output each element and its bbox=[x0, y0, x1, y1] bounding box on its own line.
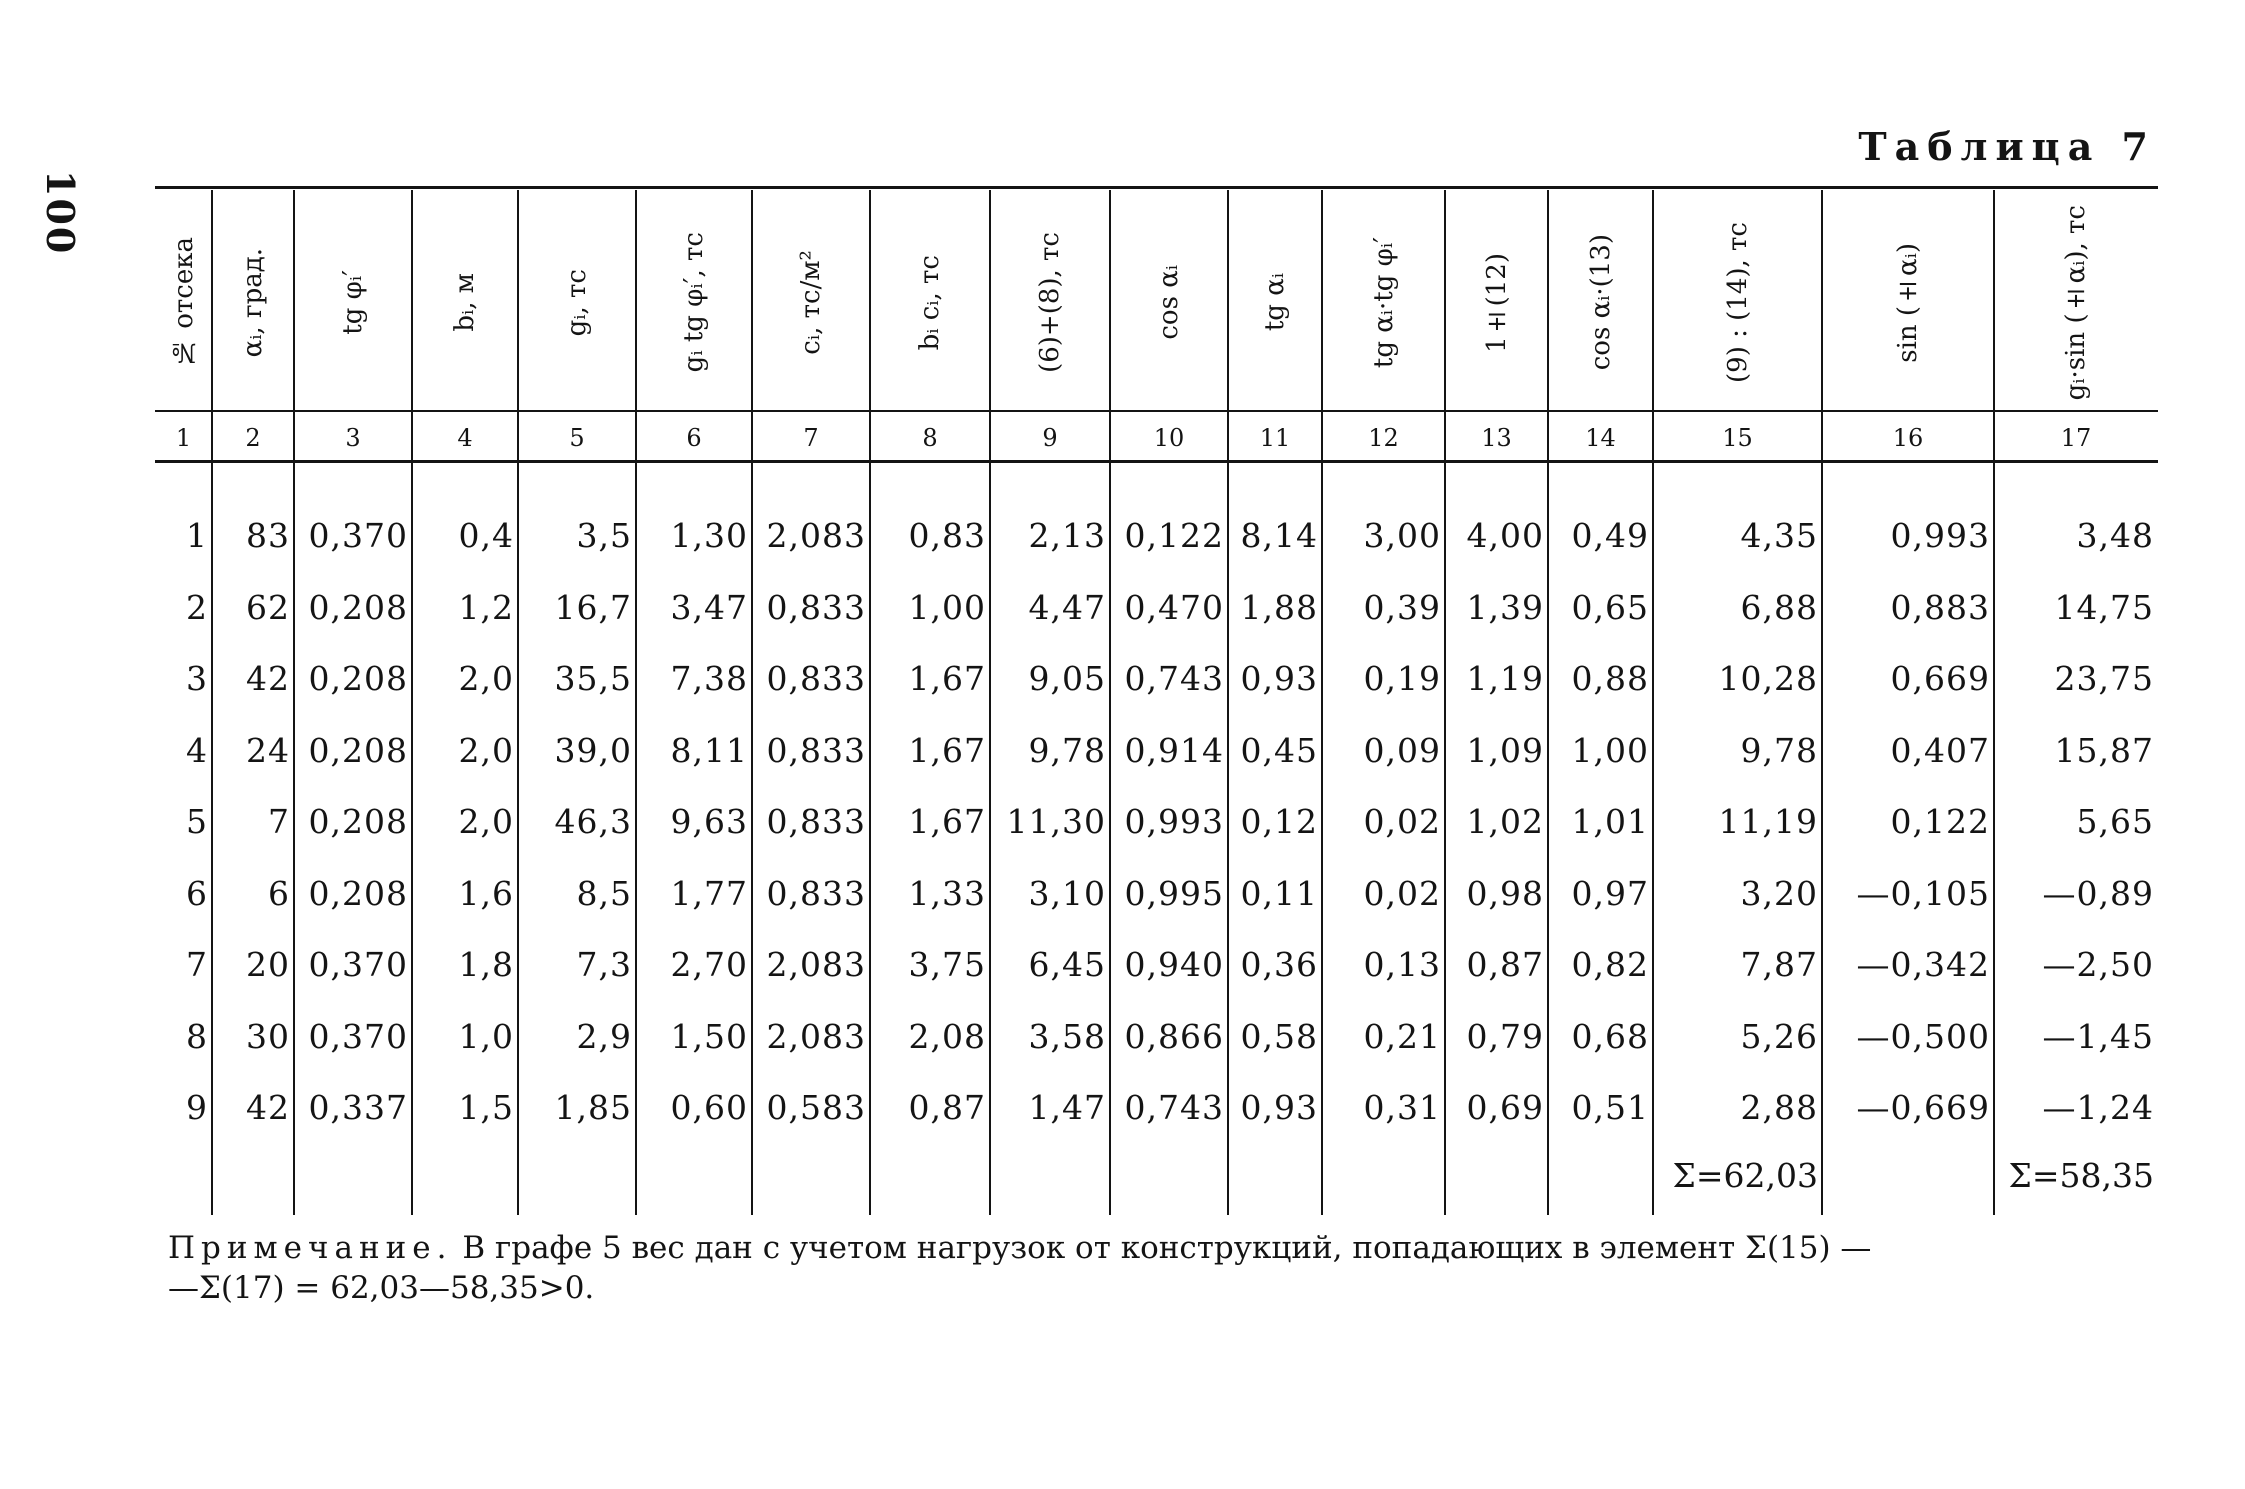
table-cell: 3,00 bbox=[1363, 516, 1441, 555]
table-cell: 14,75 bbox=[2054, 587, 2154, 627]
table-cell: 0,98 bbox=[1466, 873, 1544, 913]
table-cell: 0,13 bbox=[1363, 945, 1441, 984]
table-cell: 0,669 bbox=[1890, 659, 1990, 698]
column-number: 5 bbox=[569, 424, 585, 452]
column-header-text: gᵢ tg φᵢ′, тс bbox=[679, 232, 709, 373]
table-cell: 6 bbox=[268, 873, 290, 913]
table-cell: 0,97 bbox=[1571, 873, 1649, 913]
table-cell: 2,70 bbox=[670, 945, 748, 984]
table-cell: 46,3 bbox=[554, 802, 632, 841]
table-cell: 0,866 bbox=[1124, 1016, 1224, 1056]
table-cell: 0,914 bbox=[1124, 730, 1224, 770]
table-cell: 0,883 bbox=[1890, 587, 1990, 627]
table-cell: 2 bbox=[186, 587, 208, 627]
table-cell: 5,65 bbox=[2076, 802, 2154, 841]
table-cell: 5 bbox=[186, 802, 208, 841]
column-header bbox=[212, 190, 294, 415]
table-cell: 8 bbox=[186, 1016, 208, 1056]
table-cell: 0,995 bbox=[1124, 873, 1224, 913]
table-cell: 1,01 bbox=[1571, 802, 1649, 841]
column-header-text: № отсека bbox=[168, 237, 199, 368]
table-cell: 35,5 bbox=[554, 659, 632, 698]
table-cell: 1,6 bbox=[458, 873, 514, 913]
column-header bbox=[1548, 190, 1653, 415]
table-cell: 1,19 bbox=[1466, 659, 1544, 698]
table-cell: 3,47 bbox=[670, 587, 748, 627]
column-header-text: (6)+(8), тс bbox=[1035, 232, 1065, 373]
column-number: 14 bbox=[1585, 424, 1616, 452]
table-cell: 0,49 bbox=[1571, 516, 1649, 555]
column-header-text: sin (±αᵢ) bbox=[1893, 242, 1923, 363]
table-cell: 39,0 bbox=[554, 730, 632, 770]
table-cell: 2,08 bbox=[908, 1016, 986, 1056]
column-header-text: cᵢ, тс/м² bbox=[796, 250, 826, 355]
column-header bbox=[1822, 190, 1994, 415]
table-cell: 1,67 bbox=[908, 802, 986, 841]
table-cell: 30 bbox=[246, 1016, 290, 1056]
table-cell: 7 bbox=[186, 945, 208, 984]
column-header bbox=[870, 190, 990, 415]
table-cell: 0,208 bbox=[308, 730, 408, 770]
table-cell: 0,02 bbox=[1363, 802, 1441, 841]
column-header-text: (9) : (14), тс bbox=[1722, 222, 1753, 383]
table-cell: 8,5 bbox=[576, 873, 632, 913]
table-cell: 1,47 bbox=[1028, 1088, 1106, 1127]
table-cell: 2,0 bbox=[458, 730, 514, 770]
table-cell: 1,00 bbox=[1571, 730, 1649, 770]
table-cell: 1,77 bbox=[670, 873, 748, 913]
column-number: 9 bbox=[1042, 424, 1058, 452]
column-number: 8 bbox=[922, 424, 938, 452]
column-header bbox=[412, 190, 518, 415]
table-cell: 0,993 bbox=[1890, 516, 1990, 555]
column-header-text: αᵢ, град. bbox=[238, 247, 268, 358]
table-cell: 0,208 bbox=[308, 873, 408, 913]
table-cell: 0,833 bbox=[766, 730, 866, 770]
table-cell: 9,78 bbox=[1740, 730, 1818, 770]
table-cell: 2,88 bbox=[1740, 1088, 1818, 1127]
note-text-continued: —Σ(17) = 62,03—58,35>0. bbox=[168, 1270, 595, 1306]
table-cell: 3,58 bbox=[1028, 1016, 1106, 1056]
table-cell: 0,68 bbox=[1571, 1016, 1649, 1056]
table-cell: —0,500 bbox=[1856, 1016, 1990, 1056]
page-number: 100 bbox=[38, 170, 83, 256]
table-cell: 9 bbox=[186, 1088, 208, 1127]
table-cell: 0,79 bbox=[1466, 1016, 1544, 1056]
table-cell: 1,00 bbox=[908, 587, 986, 627]
table-cell: 8,14 bbox=[1240, 516, 1318, 555]
table-cell: 0,208 bbox=[308, 659, 408, 698]
table-cell: 0,36 bbox=[1240, 945, 1318, 984]
table-cell: 9,63 bbox=[670, 802, 748, 841]
table-top-rule bbox=[155, 186, 2158, 189]
table-cell: 0,83 bbox=[908, 516, 986, 555]
column-number: 12 bbox=[1368, 424, 1399, 452]
column-header-text: tg φᵢ′ bbox=[338, 270, 368, 335]
column-number: 11 bbox=[1259, 424, 1291, 452]
column-number: 2 bbox=[245, 424, 261, 452]
table-cell: —0,105 bbox=[1856, 873, 1990, 913]
table-cell: 0,02 bbox=[1363, 873, 1441, 913]
table-cell: 11,30 bbox=[1006, 802, 1106, 841]
table-cell: 0,88 bbox=[1571, 659, 1649, 698]
table-cell: —0,342 bbox=[1856, 945, 1990, 984]
column-header-text: bᵢ cᵢ, тс bbox=[915, 254, 945, 351]
table-cell: 0,87 bbox=[908, 1088, 986, 1127]
table-cell: —0,89 bbox=[2042, 873, 2154, 913]
table-cell: 1,0 bbox=[458, 1016, 514, 1056]
table-cell: 42 bbox=[246, 1088, 290, 1127]
table-cell: 4,47 bbox=[1028, 587, 1106, 627]
table-cell: 0,370 bbox=[308, 945, 408, 984]
sum-col15: Σ=62,03 bbox=[1672, 1156, 1818, 1195]
column-header bbox=[1322, 190, 1445, 415]
column-header bbox=[1994, 190, 2158, 415]
table-cell: 1,88 bbox=[1240, 587, 1318, 627]
column-number: 7 bbox=[803, 424, 819, 452]
table-cell: 0,940 bbox=[1124, 945, 1224, 984]
table-cell: 0,12 bbox=[1240, 802, 1318, 841]
table-cell: 0,51 bbox=[1571, 1088, 1649, 1127]
column-header bbox=[636, 190, 752, 415]
table-cell: 3,10 bbox=[1028, 873, 1106, 913]
column-number: 6 bbox=[686, 424, 702, 452]
table-cell: 10,28 bbox=[1718, 659, 1818, 698]
table-cell: 7,87 bbox=[1740, 945, 1818, 984]
table-cell: 23,75 bbox=[2054, 659, 2154, 698]
table-cell: 24 bbox=[246, 730, 290, 770]
table-cell: 0,833 bbox=[766, 873, 866, 913]
table-cell: 0,208 bbox=[308, 802, 408, 841]
note-label: Примечание. bbox=[168, 1230, 453, 1266]
table-cell: 0,370 bbox=[308, 1016, 408, 1056]
table-cell: 0,69 bbox=[1466, 1088, 1544, 1127]
table-cell: 0,11 bbox=[1240, 873, 1318, 913]
table-cell: 1,67 bbox=[908, 659, 986, 698]
column-header-text: gᵢ, тс bbox=[562, 268, 592, 337]
column-header-text: bᵢ, м bbox=[450, 273, 480, 332]
table-cell: 6 bbox=[186, 873, 208, 913]
column-header bbox=[990, 190, 1110, 415]
table-cell: 0,82 bbox=[1571, 945, 1649, 984]
table-cell: —2,50 bbox=[2042, 945, 2154, 984]
table-cell: 4,35 bbox=[1740, 516, 1818, 555]
table-cell: 0,743 bbox=[1124, 1088, 1224, 1127]
table-cell: 2,13 bbox=[1028, 516, 1106, 555]
table-title: Таблица 7 bbox=[1858, 124, 2156, 169]
table-cell: 15,87 bbox=[2054, 730, 2154, 770]
table-cell: —1,24 bbox=[2042, 1088, 2154, 1127]
table-cell: 3,48 bbox=[2076, 516, 2154, 555]
table-cell: 2,083 bbox=[766, 945, 866, 984]
table-cell: 1,5 bbox=[458, 1088, 514, 1127]
table-cell: 0,39 bbox=[1363, 587, 1441, 627]
table-cell: 1,09 bbox=[1466, 730, 1544, 770]
table-cell: 1,33 bbox=[908, 873, 986, 913]
column-header bbox=[1653, 190, 1822, 415]
column-number: 1 bbox=[175, 424, 192, 452]
table-cell: 0,122 bbox=[1890, 802, 1990, 841]
table-cell: 3,75 bbox=[908, 945, 986, 984]
table-cell: 0,31 bbox=[1363, 1088, 1441, 1127]
table-cell: —1,45 bbox=[2042, 1016, 2154, 1056]
table-cell: 3,5 bbox=[576, 516, 632, 555]
table-cell: 1,8 bbox=[458, 945, 514, 984]
column-header bbox=[294, 190, 412, 415]
column-header-text: tg αᵢ bbox=[1260, 273, 1290, 332]
table-cell: 1,39 bbox=[1466, 587, 1544, 627]
table-cell: 2,0 bbox=[458, 802, 514, 841]
table-cell: 0,58 bbox=[1240, 1016, 1318, 1056]
table-cell: 3 bbox=[186, 659, 208, 698]
column-number: 13 bbox=[1481, 424, 1512, 452]
column-header bbox=[518, 190, 636, 415]
table-cell: 7,3 bbox=[576, 945, 632, 984]
table-cell: 0,93 bbox=[1240, 1088, 1318, 1127]
table-cell: 0,208 bbox=[308, 587, 408, 627]
table-note bbox=[168, 1228, 2158, 1308]
table-cell: 0,370 bbox=[308, 516, 408, 555]
table-cell: 42 bbox=[246, 659, 290, 698]
table-cell: 6,88 bbox=[1740, 587, 1818, 627]
column-number: 15 bbox=[1722, 424, 1753, 452]
table-cell: 7 bbox=[268, 802, 290, 841]
table-cell: 1,50 bbox=[670, 1016, 748, 1056]
table-cell: 0,833 bbox=[766, 587, 866, 627]
table-cell: 0,407 bbox=[1890, 730, 1990, 770]
table-cell: 0,65 bbox=[1571, 587, 1649, 627]
table-cell: 0,743 bbox=[1124, 659, 1224, 698]
column-number: 3 bbox=[345, 424, 361, 452]
table-cell: 0,93 bbox=[1240, 659, 1318, 698]
table-cell: 0,4 bbox=[458, 516, 514, 555]
table-cell: 0,833 bbox=[766, 659, 866, 698]
table-cell: 0,337 bbox=[308, 1088, 408, 1127]
column-header bbox=[1228, 190, 1322, 415]
table-cell: 0,993 bbox=[1124, 802, 1224, 841]
note-text: В графе 5 вес дан с учетом нагрузок от конструкций, попадающих в элемент Σ(15) — bbox=[462, 1230, 1872, 1266]
table-cell: 2,083 bbox=[766, 516, 866, 555]
sum-col17: Σ=58,35 bbox=[2008, 1156, 2154, 1195]
table-cell: 0,19 bbox=[1363, 659, 1441, 698]
column-number: 4 bbox=[457, 424, 473, 452]
table-cell: 3,20 bbox=[1740, 873, 1818, 913]
column-number: 17 bbox=[2060, 424, 2092, 452]
table-cell: 6,45 bbox=[1028, 945, 1106, 984]
column-header bbox=[1110, 190, 1228, 415]
table-cell: 4 bbox=[186, 730, 208, 770]
table-cell: 2,0 bbox=[458, 659, 514, 698]
table-cell: 8,11 bbox=[670, 730, 748, 770]
table-cell: 1,30 bbox=[670, 516, 748, 555]
table-cell: —0,669 bbox=[1856, 1088, 1990, 1127]
column-header-text: cos αᵢ bbox=[1154, 265, 1184, 340]
table-cell: 1,67 bbox=[908, 730, 986, 770]
table-cell: 2,083 bbox=[766, 1016, 866, 1056]
column-header-text: cos αᵢ·(13) bbox=[1585, 234, 1616, 371]
table-cell: 1 bbox=[186, 516, 208, 555]
table-cell: 0,122 bbox=[1124, 516, 1224, 555]
table-cell: 0,470 bbox=[1124, 587, 1224, 627]
column-header-text: tg αᵢ·tg φᵢ′ bbox=[1368, 236, 1399, 369]
column-header-text: gᵢ·sin (±αᵢ), тс bbox=[2061, 204, 2091, 401]
table-cell: 83 bbox=[246, 516, 290, 555]
table-cell: 4,00 bbox=[1466, 516, 1544, 555]
column-number: 16 bbox=[1892, 424, 1924, 452]
table-cell: 7,38 bbox=[670, 659, 748, 698]
column-header bbox=[752, 190, 870, 415]
table-cell: 16,7 bbox=[554, 587, 632, 627]
table-cell: 0,583 bbox=[766, 1088, 866, 1127]
column-number: 10 bbox=[1153, 424, 1185, 452]
table-cell: 1,85 bbox=[554, 1088, 632, 1127]
table-cell: 0,87 bbox=[1466, 945, 1544, 984]
table-cell: 5,26 bbox=[1740, 1016, 1818, 1056]
header-bottom-rule bbox=[155, 460, 2158, 463]
table-cell: 11,19 bbox=[1718, 802, 1818, 841]
table-cell: 1,2 bbox=[458, 587, 514, 627]
column-header bbox=[1445, 190, 1548, 415]
table-cell: 9,05 bbox=[1028, 659, 1106, 698]
table-cell: 9,78 bbox=[1028, 730, 1106, 770]
table-cell: 1,02 bbox=[1466, 802, 1544, 841]
table-cell: 62 bbox=[246, 587, 290, 627]
table-cell: 2,9 bbox=[576, 1016, 632, 1056]
table-cell: 0,09 bbox=[1363, 730, 1441, 770]
table-cell: 20 bbox=[246, 945, 290, 984]
table-cell: 0,45 bbox=[1240, 730, 1318, 770]
column-header bbox=[155, 190, 212, 415]
table-cell: 0,833 bbox=[766, 802, 866, 841]
column-header-text: 1±(12) bbox=[1481, 252, 1512, 353]
table-cell: 0,60 bbox=[670, 1088, 748, 1127]
table-cell: 0,21 bbox=[1363, 1016, 1441, 1056]
